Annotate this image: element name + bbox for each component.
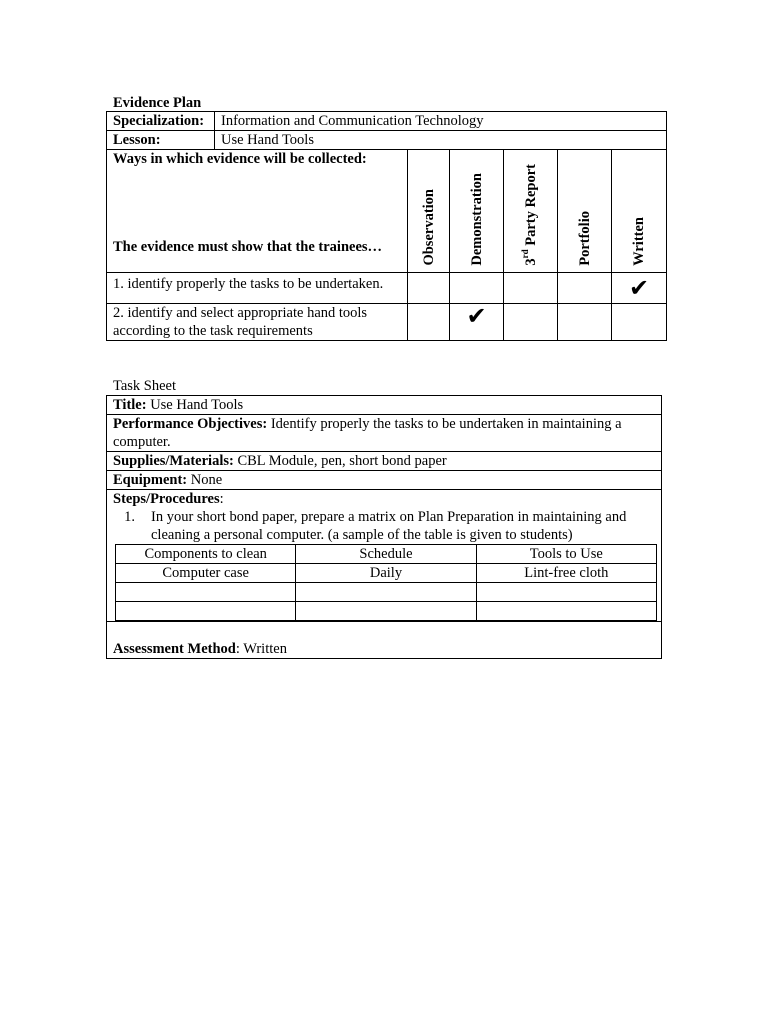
- method-written-label: Written: [631, 217, 648, 266]
- title-label: Title:: [113, 397, 147, 413]
- step-item: [107, 508, 661, 544]
- objectives-row: [107, 415, 662, 452]
- matrix-header-cell: Schedule: [296, 545, 476, 564]
- checkmark-icon: ✔: [628, 273, 650, 302]
- assessment-value: : Written: [235, 641, 287, 657]
- matrix-row: [116, 602, 657, 621]
- check-cell: [612, 304, 667, 341]
- methods-header-row: [107, 150, 667, 273]
- assessment-row: [107, 622, 662, 659]
- matrix-cell: [296, 583, 476, 602]
- ways-cell: [107, 150, 408, 273]
- check-cell: [408, 273, 450, 304]
- matrix-cell: [476, 583, 656, 602]
- criterion-row: [107, 304, 667, 341]
- check-cell: [450, 304, 504, 341]
- supplies-cell: [107, 452, 662, 471]
- steps-row: [107, 490, 662, 622]
- method-third-party-label: [519, 164, 540, 266]
- method-written-cell: [612, 150, 667, 273]
- method-third-party-cell: [504, 150, 558, 273]
- third-party-suffix: Party Report: [522, 164, 539, 250]
- evidence-plan-heading: Evidence Plan: [113, 95, 202, 111]
- supplies-row: [107, 452, 662, 471]
- title-row: [107, 396, 662, 415]
- criterion-row: [107, 273, 667, 304]
- steps-list: [107, 508, 661, 544]
- matrix-cell: Daily: [296, 564, 476, 583]
- steps-colon: :: [219, 491, 224, 507]
- equipment-value: None: [187, 472, 223, 488]
- evidence-plan-table: [106, 111, 667, 341]
- ways-heading: Ways in which evidence will be collected:: [113, 151, 367, 167]
- task-sheet-heading: Task Sheet: [113, 378, 177, 394]
- check-cell: [408, 304, 450, 341]
- third-party-prefix: 3: [522, 258, 539, 266]
- specialization-value: Information and Communication Technology: [215, 112, 667, 131]
- check-cell: [558, 273, 612, 304]
- objectives-cell: [107, 415, 662, 452]
- matrix-header-cell: Components to clean: [116, 545, 296, 564]
- plan-matrix-table: [115, 544, 657, 621]
- matrix-header-cell: Tools to Use: [476, 545, 656, 564]
- supplies-value: CBL Module, pen, short bond paper: [233, 453, 447, 469]
- title-cell: [107, 396, 662, 415]
- check-cell: [612, 273, 667, 304]
- equipment-label: Equipment:: [113, 472, 188, 488]
- method-demonstration-cell: [450, 150, 504, 273]
- method-demonstration-label: Demonstration: [468, 173, 485, 266]
- step-number: 1.: [124, 509, 135, 525]
- checkmark-icon: ✔: [466, 302, 487, 330]
- lesson-row: [107, 131, 667, 150]
- check-cell: [504, 273, 558, 304]
- objectives-value: Identify properly the tasks to be undertaken in maintaining a computer.: [113, 416, 622, 450]
- assessment-cell: [107, 622, 662, 659]
- matrix-cell: [116, 602, 296, 621]
- matrix-header-row: [116, 545, 657, 564]
- criterion-text: 1. identify properly the tasks to be undertaken.: [107, 273, 408, 304]
- check-cell: [558, 304, 612, 341]
- method-portfolio-label: Portfolio: [576, 211, 593, 266]
- check-cell: [450, 273, 504, 304]
- title-value: Use Hand Tools: [146, 397, 244, 413]
- specialization-row: [107, 112, 667, 131]
- trainees-heading: The evidence must show that the trainees…: [113, 239, 383, 255]
- equipment-cell: [107, 471, 662, 490]
- assessment-label: Assessment Method: [113, 641, 236, 657]
- steps-label: Steps/Procedures: [113, 491, 220, 507]
- equipment-row: [107, 471, 662, 490]
- check-cell: [504, 304, 558, 341]
- matrix-cell: [296, 602, 476, 621]
- specialization-label: Specialization:: [107, 112, 215, 131]
- matrix-cell: [116, 583, 296, 602]
- method-portfolio-cell: [558, 150, 612, 273]
- criterion-text: 2. identify and select appropriate hand tools according to the task requirements: [107, 304, 408, 341]
- step-text: In your short bond paper, prepare a matrix on Plan Preparation in maintaining and cleaning a personal computer. (a sample of the table is given to students): [151, 509, 627, 543]
- lesson-value: Use Hand Tools: [215, 131, 667, 150]
- method-observation-cell: [408, 150, 450, 273]
- method-observation-label: Observation: [420, 189, 437, 266]
- matrix-row: [116, 564, 657, 583]
- lesson-label: Lesson:: [107, 131, 215, 150]
- matrix-cell: Computer case: [116, 564, 296, 583]
- supplies-label: Supplies/Materials:: [113, 453, 234, 469]
- matrix-row: [116, 583, 657, 602]
- matrix-cell: Lint-free cloth: [476, 564, 656, 583]
- matrix-cell: [476, 602, 656, 621]
- objectives-label: Performance Objectives:: [113, 416, 268, 432]
- steps-cell: [107, 490, 662, 622]
- task-sheet-table: [106, 395, 662, 659]
- third-party-sup: rd: [519, 249, 530, 259]
